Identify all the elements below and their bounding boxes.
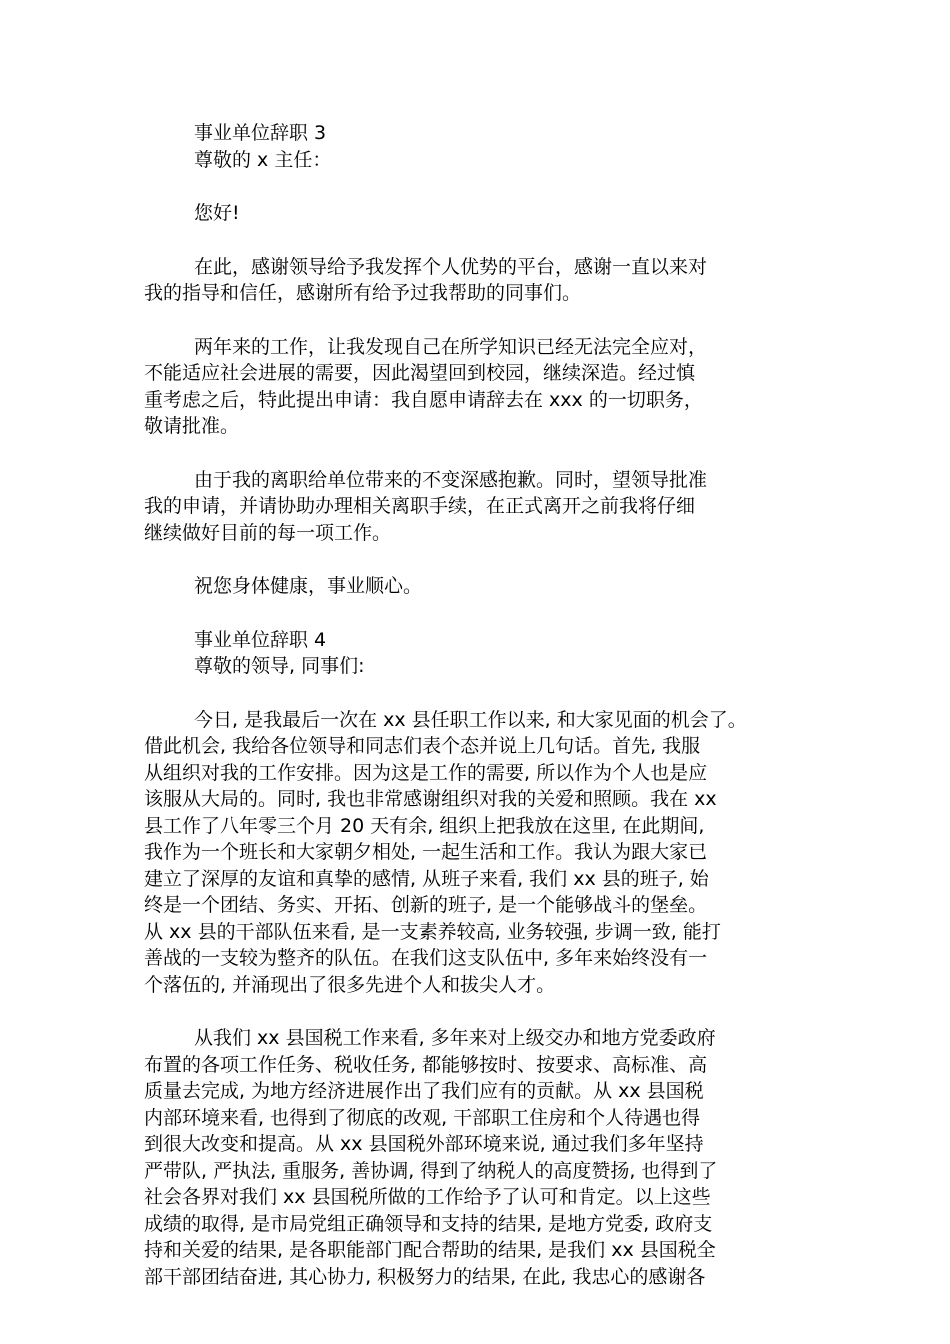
text-line: 我作为一个班长和大家朝夕相处, 一起生活和工作。我认为跟大家已 [144, 841, 708, 863]
text-line: 善战的一支较为整齐的队伍。在我们这支队伍中, 多年来始终没有一 [144, 947, 708, 969]
text-line: 成绩的取得, 是市局党组正确领导和支持的结果, 是地方党委, 政府支 [144, 1212, 713, 1235]
text-line: 由于我的离职给单位带来的不变深感抱歉。同时，望领导批准 [194, 468, 708, 491]
letter4-title: 事业单位辞职 4 [194, 628, 327, 651]
text-line: 社会各界对我们 xx 县国税所做的工作给予了认可和肯定。以上这些 [144, 1186, 711, 1208]
text-line: 借此机会, 我给各位领导和同志们表个态并说上几句话。首先, 我服 [144, 735, 701, 757]
letter3-paragraph-1 [144, 254, 808, 307]
text-line: 不能适应社会进展的需要，因此渴望回到校园，继续深造。经过慎 [144, 362, 696, 384]
text-line: 布置的各项工作任务、税收任务, 都能够按时、按要求、高标准、高 [144, 1053, 708, 1076]
text-line: 内部环境来看, 也得到了彻底的改观, 干部职工住房和个人待遇也得 [144, 1106, 701, 1129]
letter3-paragraph-3 [144, 467, 808, 547]
text-line: 从我们 xx 县国税工作来看, 多年来对上级交办和地方党委政府 [194, 1027, 716, 1049]
text-line: 在此，感谢领导给予我发挥个人优势的平台，感谢一直以来对 [194, 255, 708, 278]
text-line: 两年来的工作，让我发现自己在所学知识已经无法完全应对， [194, 335, 708, 358]
text-line: 从 xx 县的干部队伍来看, 是一支素养较高, 业务较强, 步调一致, 能打 [144, 920, 721, 943]
text-line: 我的指导和信任，感谢所有给予过我帮助的同事们。 [144, 282, 582, 304]
text-line: 我的申请，并请协助办理相关离职手续，在正式离开之前我将仔细 [144, 495, 696, 517]
letter3-closing: 祝您身体健康，事业顺心。 [194, 575, 423, 597]
text-line: 个落伍的, 并涌现出了很多先进个人和拔尖人才。 [144, 973, 556, 996]
text-line: 持和关爱的结果, 是各职能部门配合帮助的结果, 是我们 xx 县国税全 [144, 1239, 716, 1261]
document-body [144, 120, 808, 1290]
text-line: 到很大改变和提高。从 xx 县国税外部环境来说, 通过我们多年坚持 [144, 1133, 704, 1155]
text-line: 继续做好目前的每一项工作。 [144, 521, 392, 544]
letter4-paragraph-2 [144, 1025, 808, 1290]
text-line: 建立了深厚的友谊和真挚的感情, 从班子来看, 我们 xx 县的班子, 始 [144, 867, 709, 890]
text-line: 部干部团结奋进, 其心协力, 积极努力的结果, 在此, 我忠心的感谢各 [144, 1265, 706, 1288]
letter3-paragraph-2 [144, 334, 808, 440]
text-line: 重考虑之后，特此提出申请：我自愿申请辞去在 xxx 的一切职务， [144, 388, 703, 411]
text-line: 质量去完成, 为地方经济进展作出了我们应有的贡献。从 xx 县国税 [144, 1080, 704, 1102]
text-line: 县工作了八年零三个月 20 天有余, 组织上把我放在这里, 在此期间, [144, 814, 705, 837]
text-line: 终是一个团结、务实、开拓、创新的班子, 是一个能够战斗的堡垒。 [144, 894, 708, 916]
letter4-paragraph-1 [144, 707, 808, 999]
text-line: 敬请批准。 [144, 415, 240, 437]
letter3-salutation: 尊敬的 x 主任： [194, 148, 332, 171]
letter3-greeting: 您好! [194, 202, 240, 224]
letter3-title: 事业单位辞职 3 [194, 122, 327, 144]
text-line: 该服从大局的。同时, 我也非常感谢组织对我的关爱和照顾。我在 xx [144, 788, 717, 810]
text-line: 今日, 是我最后一次在 xx 县任职工作以来, 和大家见面的机会了。 [194, 708, 747, 731]
letter4-salutation: 尊敬的领导, 同事们: [194, 655, 365, 677]
text-line: 从组织对我的工作安排。因为这是工作的需要, 所以作为个人也是应 [144, 761, 708, 784]
text-line: 严带队, 严执法, 重服务, 善协调, 得到了纳税人的高度赞扬, 也得到了 [144, 1159, 718, 1182]
